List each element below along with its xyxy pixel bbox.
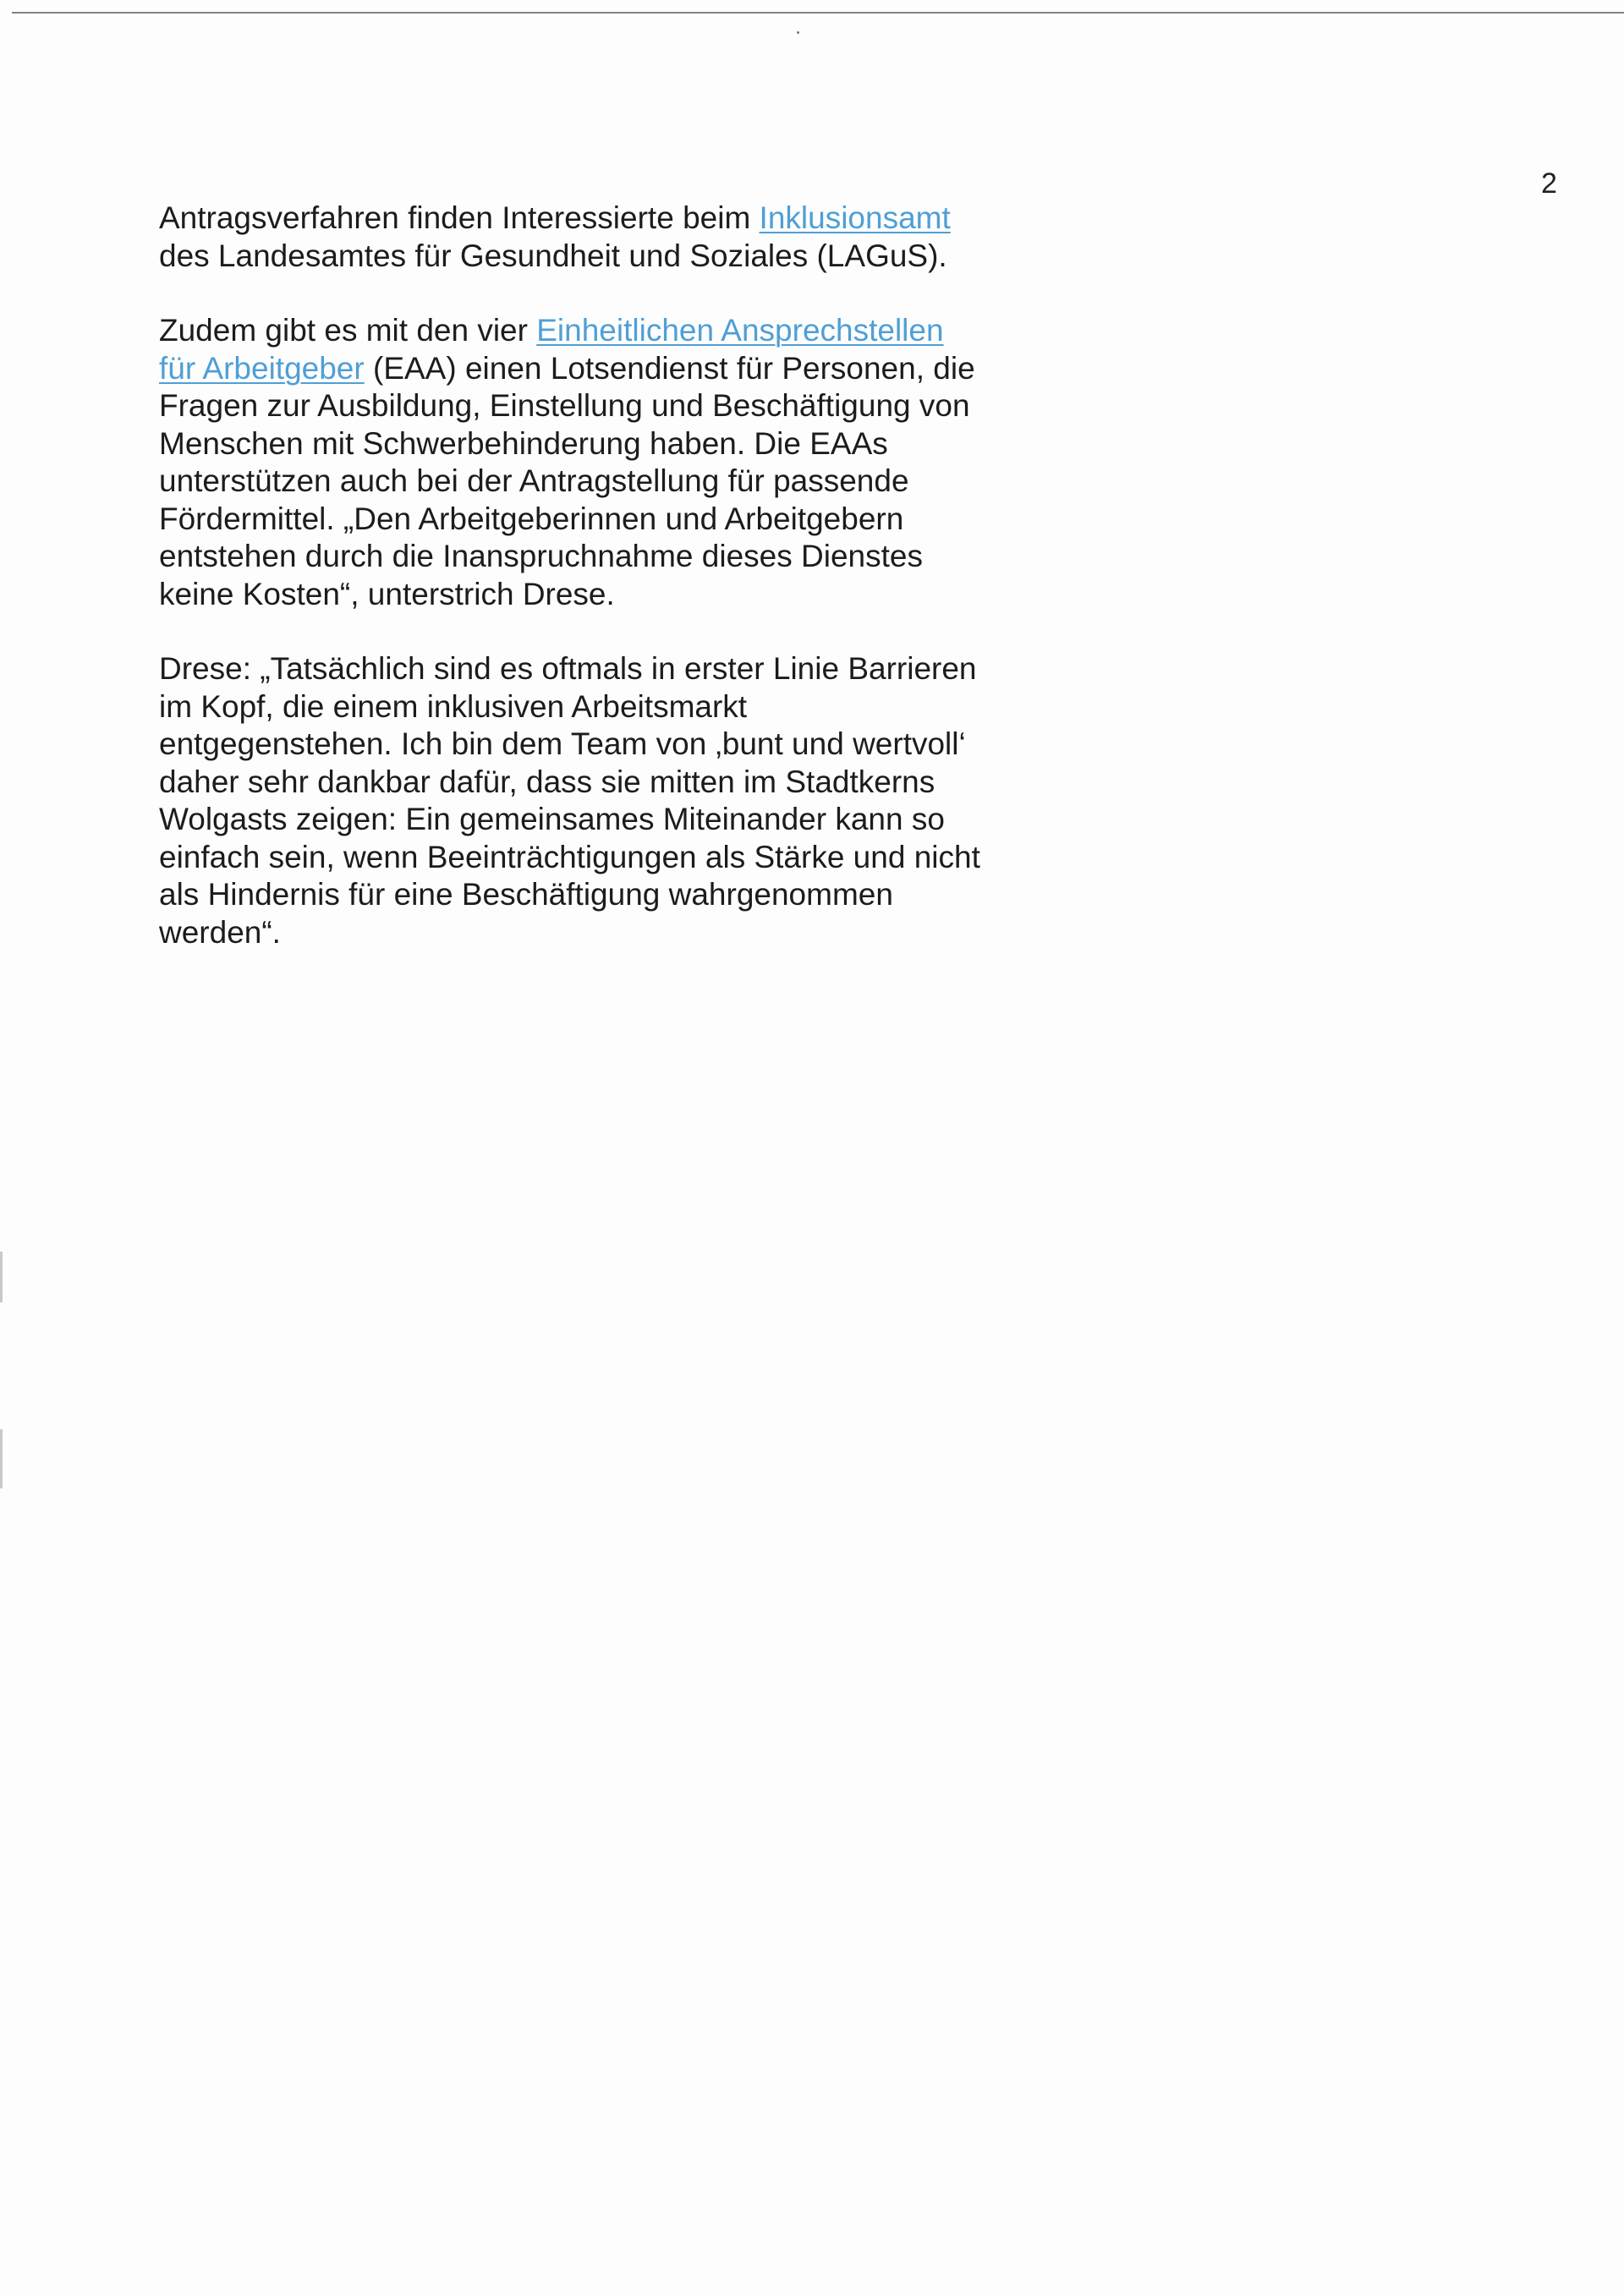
hyperlink[interactable]: Inklusionsamt bbox=[759, 200, 951, 235]
text-line bbox=[159, 463, 1047, 501]
hyperlink[interactable]: für Arbeitgeber bbox=[159, 350, 365, 386]
text-segment: entgegenstehen. Ich bin dem Team von ‚bunt und wertvoll‘ bbox=[159, 726, 966, 761]
text-line bbox=[159, 876, 1047, 914]
text-segment: einfach sein, wenn Beeinträchtigungen als Stärke und nicht bbox=[159, 839, 980, 874]
text-line bbox=[159, 350, 1047, 388]
text-line bbox=[159, 200, 1047, 238]
hyperlink[interactable]: Einheitlichen Ansprechstellen bbox=[536, 313, 944, 348]
text-segment: (EAA) einen Lotsendienst für Personen, die bbox=[364, 350, 975, 386]
text-line bbox=[159, 312, 1047, 350]
text-segment: Menschen mit Schwerbehinderung haben. Die EAAs bbox=[159, 425, 888, 461]
text-line bbox=[159, 238, 1047, 276]
text-segment: des Landesamtes für Gesundheit und Soziales (LAGuS). bbox=[159, 238, 947, 273]
text-segment: Drese: „Tatsächlich sind es oftmals in erster Linie Barrieren bbox=[159, 651, 977, 686]
text-line bbox=[159, 688, 1047, 726]
text-line bbox=[159, 538, 1047, 576]
text-segment: werden“. bbox=[159, 914, 281, 950]
text-segment: daher sehr dankbar dafür, dass sie mitten im Stadtkerns bbox=[159, 764, 935, 799]
text-line bbox=[159, 801, 1047, 839]
paragraph bbox=[159, 200, 1047, 275]
text-line bbox=[159, 726, 1047, 764]
scan-edge-mark bbox=[0, 1252, 3, 1302]
text-segment: entstehen durch die Inanspruchnahme dieses Dienstes bbox=[159, 539, 923, 573]
scan-artifact-dot bbox=[797, 31, 799, 34]
text-line bbox=[159, 501, 1047, 539]
scan-edge-mark bbox=[0, 1429, 3, 1488]
text-line bbox=[159, 387, 1047, 425]
scan-top-rule bbox=[12, 12, 1624, 14]
text-segment: als Hindernis für eine Beschäftigung wahrgenommen bbox=[159, 877, 893, 912]
page-number: 2 bbox=[1541, 167, 1557, 200]
text-line bbox=[159, 425, 1047, 463]
text-line bbox=[159, 839, 1047, 877]
text-segment: Zudem gibt es mit den vier bbox=[159, 313, 537, 348]
text-line bbox=[159, 764, 1047, 802]
text-segment: unterstützen auch bei der Antragstellung für passende bbox=[159, 463, 909, 498]
text-segment: Antragsverfahren finden Interessierte beim bbox=[159, 200, 760, 235]
body-text bbox=[159, 200, 1047, 989]
text-segment: im Kopf, die einem inklusiven Arbeitsmarkt bbox=[159, 688, 748, 724]
text-line bbox=[159, 914, 1047, 952]
text-line bbox=[159, 650, 1047, 688]
paragraph bbox=[159, 312, 1047, 613]
text-segment: Fördermittel. „Den Arbeitgeberinnen und Arbeitgebern bbox=[159, 501, 904, 536]
text-segment: Fragen zur Ausbildung, Einstellung und Beschäftigung von bbox=[159, 388, 970, 423]
text-segment: keine Kosten“, unterstrich Drese. bbox=[159, 576, 615, 611]
text-segment: Wolgasts zeigen: Ein gemeinsames Miteinander kann so bbox=[159, 802, 945, 836]
text-line bbox=[159, 576, 1047, 614]
paragraph bbox=[159, 650, 1047, 951]
